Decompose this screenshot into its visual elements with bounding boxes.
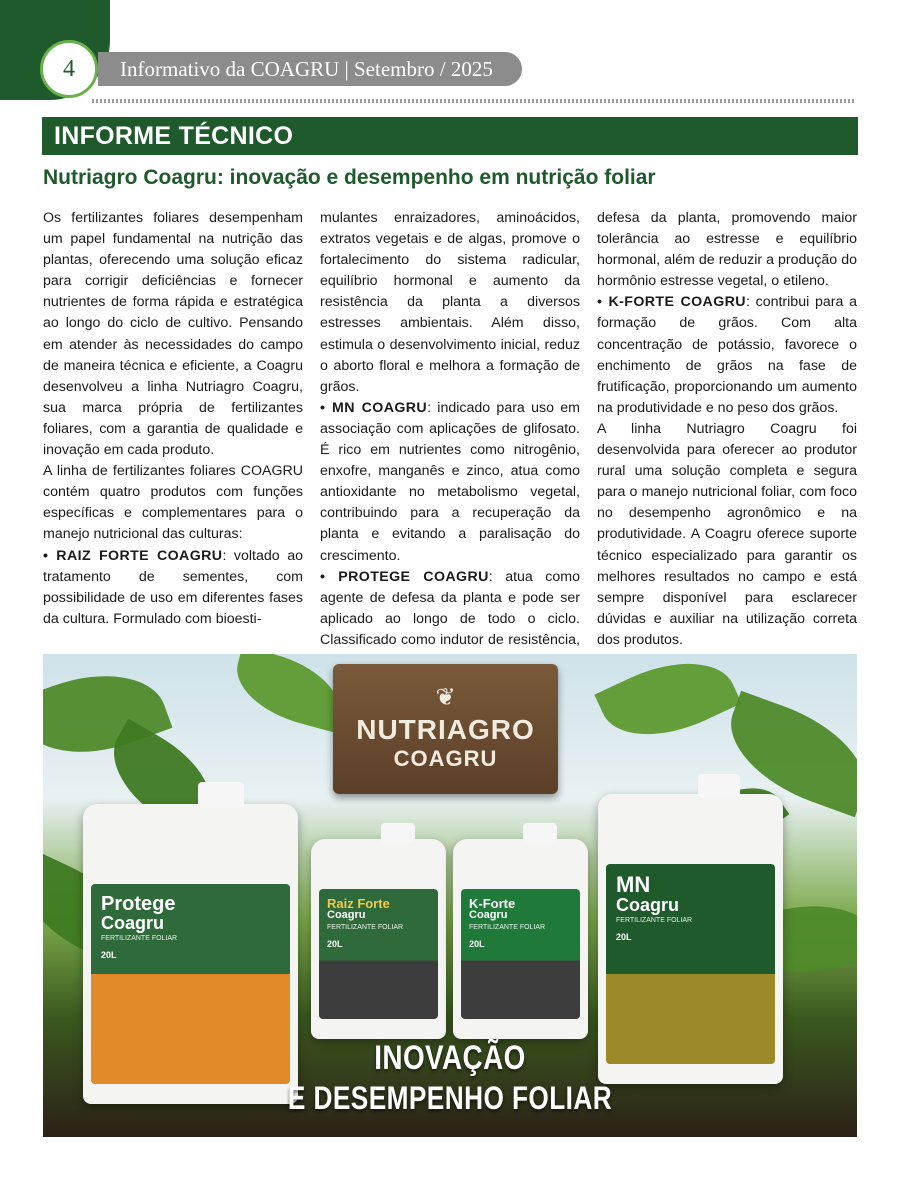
product-label-volume: 20L [616,932,632,942]
publication-header [98,52,522,86]
product-name-mn: • MN COAGRU [320,399,428,416]
column-1 [43,208,303,644]
product-jug-k-forte [453,839,588,1039]
paragraph-protege-cont: defesa da planta, promovendo maior tolerância ao estresse e equilíbrio hormonal, além de reduzir a produção do hormônio estresse vegetal, o etileno. [597,210,857,290]
paragraph-intro: Os fertilizantes foliares desempenham um papel fundamental na nutrição das plantas, oferecendo uma solução eficaz para corrigir deficiências e fornecer nutrientes de forma rápida e estratégica ao longo do ciclo de cultivo. Pensando em atender às necessidades do campo de maneira técnica e eficiente, a Coagru desenvolveu a linha Nutriagro Coagru, sua marca própria de fertilizantes foliares, com a garantia de qualidade e inovação em cada produto. [43,210,303,459]
product-label-name: MN [616,872,651,897]
article-body [43,208,857,648]
product-jug-raiz-forte [311,839,446,1039]
product-label-brand: Coagru [616,895,679,915]
product-label-type: FERTILIZANTE FOLIAR [469,924,546,931]
column-2 [320,208,580,648]
product-label-volume: 20L [469,939,485,949]
jug-cap [198,782,244,808]
product-label-type: FERTILIZANTE FOLIAR [616,917,693,924]
product-hero-image [43,654,857,1137]
page-number-badge [40,40,98,98]
sign-brand-line2: COAGRU [393,746,498,771]
jug-cap [381,823,415,843]
jug-label [606,864,775,1064]
product-label-volume: 20L [327,939,343,949]
slogan-line1: INOVAÇÃO [374,1039,526,1077]
section-title: INFORME TÉCNICO [54,121,294,150]
product-name-k-forte: • K-FORTE COAGRU [597,294,746,311]
product-text-k-forte: : contribui para a formação de grãos. Com alta concentração de potássio, favorece o enchimento de grãos na fase de frutificação, proporcionando um aumento na produtividade e no peso dos grãos. [597,294,857,416]
sign-brand-line1: NUTRIAGRO [356,714,535,745]
leaf-decoration [227,654,349,732]
product-text-mn: : indicado para uso em associação com aplicações de glifosato. É rico em nutrientes como nitrogênio, enxofre, manganês e zinco, atua como antioxidante no metabolismo vegetal, contribuindo para a recuperação da planta e evitando a paralisação do crescimento. [320,399,580,564]
product-text-raiz-forte: : voltado ao tratamento de sementes, com possibilidade de uso em diferentes fases da cultura. Formulado com bioesti- [43,547,303,627]
product-name-raiz-forte: • RAIZ FORTE COAGRU [43,547,223,564]
product-label-type: FERTILIZANTE FOLIAR [327,924,404,931]
leaf-logo-icon: ❦ [435,684,456,711]
publication-title: Informativo da COAGRU | Setembro / 2025 [120,56,493,81]
product-label-name: K-Forte [469,896,516,911]
column-3 [597,208,857,648]
paragraph-line-overview: A linha de fertilizantes foliares COAGRU contém quatro produtos com funções específicas e complementares para o manejo nutricional das culturas: [43,463,303,543]
article-title: Nutriagro Coagru: inovação e desempenho em nutrição foliar [43,166,656,189]
brand-sign [333,664,558,794]
product-label-name: Protege [101,893,176,915]
paragraph-mn [320,398,580,567]
jug-label [461,889,580,1019]
paragraph-raiz-forte [43,546,303,630]
paragraph-k-forte [597,292,857,419]
product-name-protege: • PROTEGE COAGRU [320,568,489,585]
paragraph-conclusion: A linha Nutriagro Coagru foi desenvolvida para oferecer ao produtor rural uma solução completa e segura para o manejo nutricional foliar, com foco no desempenho agronômico e na produtividade. A Coagru oferece suporte técnico especializado para garantir os melhores resultados no campo e está sempre disponível para esclarecer dúvidas e auxiliar na utilização correta dos produtos. [597,420,857,648]
header-divider [92,99,856,103]
paragraph-raiz-forte-cont: mulantes enraizadores, aminoácidos, extratos vegetais e de algas, promove o fortalecimento do sistema radicular, equilíbrio hormonal e aumento da resistência da planta a diversos estresses ambientais. Além disso, estimula o desenvolvimento inicial, reduz o aborto floral e melhora a formação de grãos. [320,210,580,395]
product-label-brand: Coagru [469,909,508,921]
product-text-protege: : atua como agente de defesa da planta e pode ser aplicado ao longo de todo o ciclo. Classificado como indutor de resistência, [320,568,580,648]
product-label-brand: Coagru [101,913,164,933]
page-number: 4 [63,55,75,82]
product-label-type: FERTILIZANTE FOLIAR [101,935,178,942]
product-label-volume: 20L [101,950,117,960]
leaf-decoration [594,654,741,758]
slogan-line2: E DESEMPENHO FOLIAR [287,1080,613,1116]
product-label-brand: Coagru [327,909,366,921]
jug-cap [523,823,557,843]
section-banner [42,117,858,155]
product-label-name: Raiz Forte [327,896,390,911]
jug-cap [698,774,740,798]
jug-label [319,889,438,1019]
